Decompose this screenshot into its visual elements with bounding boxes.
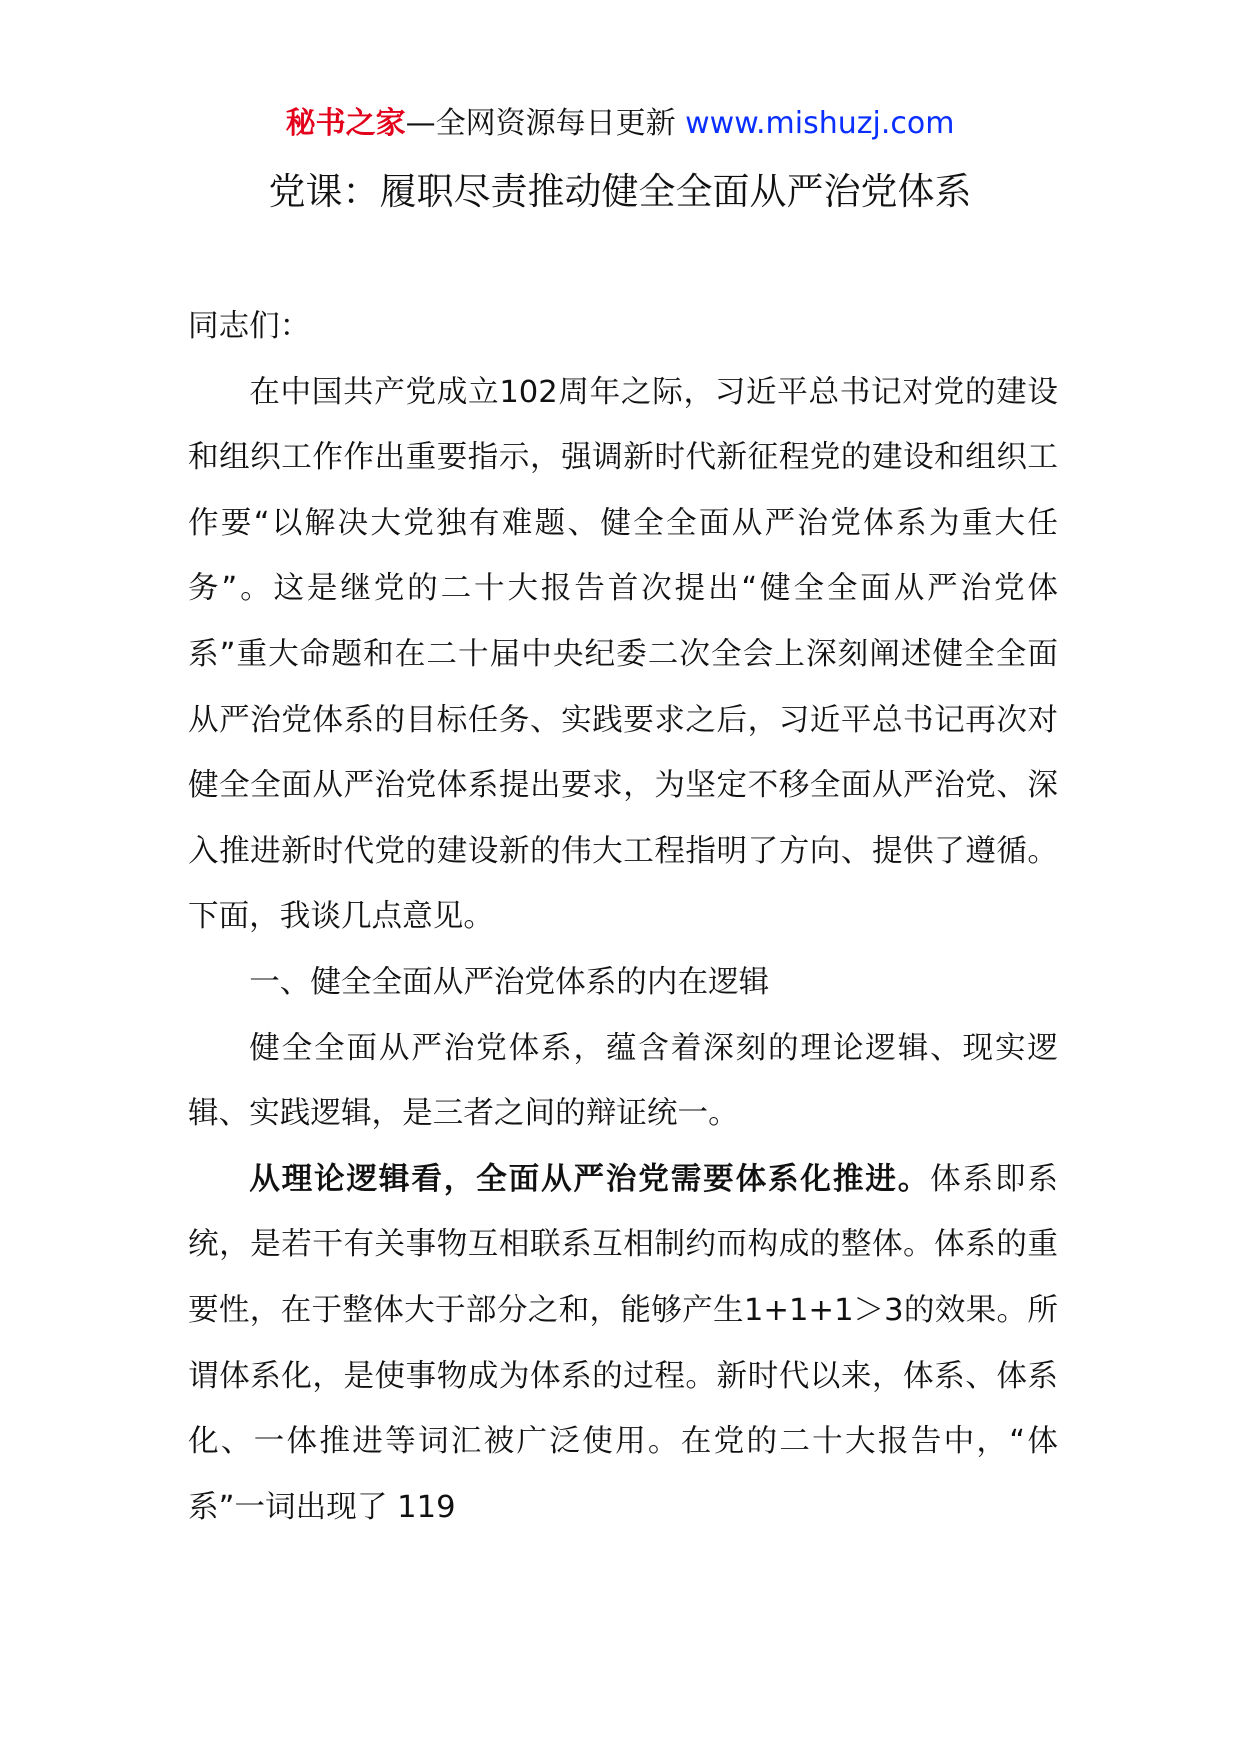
paragraph-lead-bold: 从理论逻辑看，全面从严治党需要体系化推进。: [249, 1161, 931, 1197]
watermark-header: [0, 104, 1240, 144]
section-heading: 一、健全全面从严治党体系的内在逻辑: [249, 964, 770, 1000]
paragraph-overview: 健全全面从严治党体系，蕴含着深刻的理论逻辑、现实逻辑、实践逻辑，是三者之间的辩证统一。: [188, 1030, 1058, 1132]
watermark-url[interactable]: www.mishuzj.com: [685, 106, 955, 141]
watermark-brand: 秘书之家: [285, 106, 406, 141]
paragraph-intro: 在中国共产党成立102周年之际，习近平总书记对党的建设和组织工作作出重要指示，强调新时代新征程党的建设和组织工作要“以解决大党独有难题、健全全面从严治党体系为重大任务”。这是继党的二十大报告首次提出“健全全面从严治党体系”重大命题和在二十届中央纪委二次全会上深刻阐述健全全面从严治党体系的目标任务、实践要求之后，习近平总书记再次对健全全面从严治党体系提出要求，为坚定不移全面从严治党、深入推进新时代党的建设新的伟大工程指明了方向、提供了遵循。下面，我谈几点意见。: [188, 374, 1058, 935]
watermark-slogan: —全网资源每日更新: [405, 106, 676, 141]
document-title: 党课：履职尽责推动健全全面从严治党体系: [268, 170, 972, 213]
paragraph-theory: [188, 1147, 1058, 1541]
salutation: 同志们：: [188, 309, 311, 344]
document-body: [188, 294, 1058, 1540]
paragraph-theory-text: 体系即系统，是若干有关事物互相联系互相制约而构成的整体。体系的重要性，在于整体大于部分之和，能够产生1+1+1＞3的效果。所谓体系化，是使事物成为体系的过程。新时代以来，体系、体系化、一体推进等词汇被广泛使用。在党的二十大报告中，“体系”一词出现了 119: [188, 1161, 1059, 1525]
